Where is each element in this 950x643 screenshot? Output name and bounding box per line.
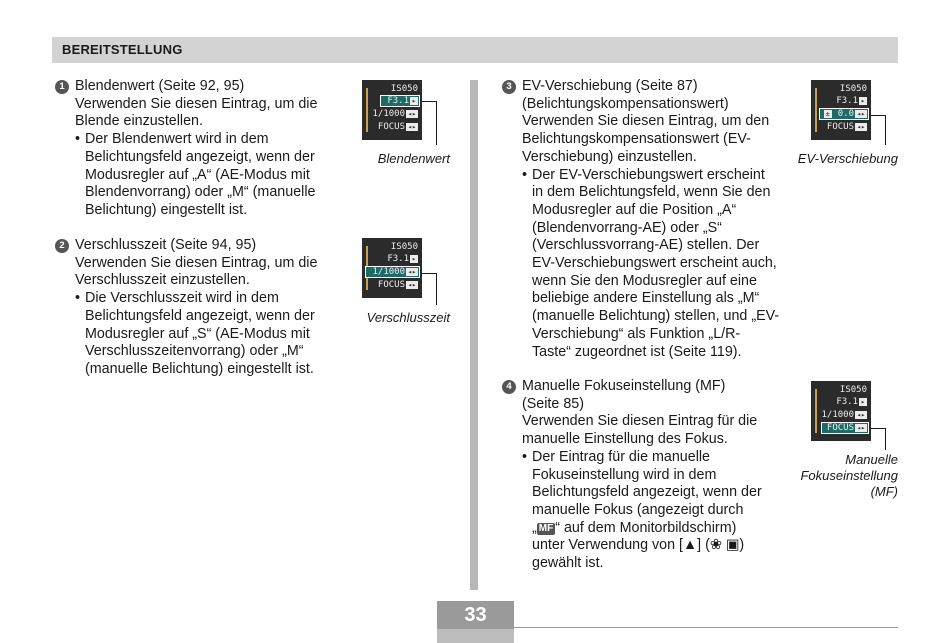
left-right-arrow-icon: ◂▸ <box>407 268 417 276</box>
text-line: (manuelle Belichtung) eingestellt ist. <box>85 360 314 377</box>
text-line: Verwenden Sie diesen Eintrag für die <box>522 413 758 430</box>
lcd-focus <box>378 280 418 291</box>
text-line: wenn Sie den Modusregler auf eine <box>532 272 757 289</box>
lcd-aperture <box>836 397 867 408</box>
lcd-focus <box>378 122 418 133</box>
text-line: Verwenden Sie diesen Eintrag, um die <box>75 254 318 271</box>
text-line: Verwenden Sie diesen Eintrag, um die <box>75 95 318 112</box>
section-header <box>52 37 898 63</box>
left-right-arrow-icon: ◂▸ <box>407 281 417 289</box>
lcd-iso: IS050 <box>390 84 418 94</box>
section-heading: Verschlusszeit (Seite 94, 95) <box>75 237 257 253</box>
section-shutter <box>55 237 355 379</box>
bullet-dot: • <box>75 290 81 307</box>
text-line: Modusregler auf „S“ (AE-Modus mit <box>85 325 310 342</box>
caption-ev: EV-Verschiebung <box>797 151 898 166</box>
callout-line <box>436 273 437 305</box>
caption-line: Manuelle <box>845 452 898 467</box>
text-fragment: “ auf dem Monitorbildschirm) <box>555 519 737 536</box>
text-line: EV-Verschiebungswert erscheint auch, <box>532 255 777 272</box>
text-line: (Belichtungskompensationswert) <box>522 95 729 112</box>
quote-open: „ <box>532 519 537 536</box>
text-line: Belichtungsfeld angezeigt, wenn der <box>85 148 315 165</box>
lcd-display-shutter <box>362 238 422 298</box>
section-aperture <box>55 78 355 220</box>
lcd-bar <box>815 389 817 433</box>
text-line: Taste“ zugeordnet ist (Seite 119). <box>532 343 742 360</box>
bullet-dot: • <box>522 166 528 183</box>
lcd-aperture <box>387 254 418 265</box>
section-heading: Manuelle Fokuseinstellung (MF) <box>522 378 726 394</box>
lcd-bar <box>366 88 368 132</box>
lcd-shutter-value: 1/1000 <box>372 267 405 277</box>
caption-line: (MF) <box>870 484 898 499</box>
section-heading: EV-Verschiebung (Seite 87) <box>522 78 698 94</box>
left-right-arrow-icon: ◂▸ <box>856 411 866 419</box>
text-line <box>532 520 802 538</box>
lcd-aperture <box>836 96 867 107</box>
text-line: manuelle Fokus (angezeigt durch <box>532 501 744 518</box>
lcd-shutter-value: 1/1000 <box>821 410 854 420</box>
text-line: Belichtung) eingestellt ist. <box>85 201 248 218</box>
number-badge: 4 <box>502 380 516 394</box>
text-line: Modusregler auf „A“ (AE-Modus mit <box>85 166 310 183</box>
text-line: Blende einzustellen. <box>75 113 203 130</box>
text-line: (Seite 85) <box>522 395 584 412</box>
right-arrow-icon: ▸ <box>860 97 866 105</box>
lcd-shutter <box>821 410 867 421</box>
callout-line <box>885 428 886 450</box>
text-line: Verwenden Sie diesen Eintrag, um den <box>522 113 770 130</box>
lcd-focus <box>827 122 867 133</box>
text-line: Verschlusszeit einzustellen. <box>75 272 250 289</box>
callout-line <box>422 101 436 102</box>
lcd-iso: IS050 <box>839 84 867 94</box>
right-arrow-icon: ▸ <box>411 255 417 263</box>
text-line: Verschiebung“ als Funktion „L/R- <box>532 325 741 342</box>
text-line: Die Verschlusszeit wird in dem <box>85 290 279 307</box>
section-title: BEREITSTELLUNG <box>62 42 183 57</box>
callout-line <box>422 101 437 145</box>
page-number-box <box>437 601 514 643</box>
text-line: unter Verwendung von [▲] (❀ ▣) <box>532 537 745 554</box>
number-badge: 2 <box>55 239 69 253</box>
lcd-display-ev <box>811 80 871 140</box>
callout-line <box>422 273 436 274</box>
text-line: manuelle Einstellung des Fokus. <box>522 431 728 448</box>
lcd-display-aperture <box>362 80 422 140</box>
section-heading: Blendenwert (Seite 92, 95) <box>75 78 245 94</box>
number-badge: 1 <box>55 80 69 94</box>
text-line: gewählt ist. <box>532 555 604 572</box>
caption-shutter: Verschlusszeit <box>366 310 450 325</box>
column-divider <box>470 80 478 590</box>
text-line: (Verschlussvorrang-AE) stellen. Der <box>532 237 760 254</box>
text-line: (Blendenvorrang-AE) oder „S“ <box>532 219 722 236</box>
text-line: Fokuseinstellung wird in dem <box>532 466 717 483</box>
text-line: Blendenvorrang) oder „M“ (manuelle <box>85 184 316 201</box>
section-manual-focus <box>502 378 802 573</box>
ev-icon: ± <box>825 110 830 118</box>
caption-manual-focus <box>758 452 898 500</box>
bullet-item <box>75 290 355 379</box>
text-line: Belichtungsfeld angezeigt, wenn der <box>532 484 762 501</box>
lcd-focus-label: FOCUS <box>377 280 405 290</box>
lcd-aperture-value: F3.1 <box>387 254 409 264</box>
lcd-focus-label: FOCUS <box>826 423 854 433</box>
callout-line <box>871 428 885 429</box>
bullet-dot: • <box>522 448 528 465</box>
mf-icon: MF <box>538 522 554 534</box>
lcd-ev <box>823 109 867 120</box>
lcd-iso: IS050 <box>390 242 418 252</box>
callout-line <box>871 115 885 116</box>
left-right-arrow-icon: ◂▸ <box>856 123 866 131</box>
page-number: 33 <box>464 604 487 626</box>
number-badge: 3 <box>502 80 516 94</box>
text-line: Modusregler auf die Position „A“ <box>532 201 737 218</box>
text-line: Belichtungsfeld angezeigt, wenn der <box>85 307 315 324</box>
bullet-item <box>75 131 355 220</box>
caption-line: Fokuseinstellung <box>800 468 898 483</box>
left-right-arrow-icon: ◂▸ <box>407 123 417 131</box>
text-line: Verschlusszeitenvorrang) oder „M“ <box>85 343 304 360</box>
bullet-dot: • <box>75 131 81 148</box>
lcd-aperture-value: F3.1 <box>836 397 858 407</box>
lcd-iso: IS050 <box>839 385 867 395</box>
lcd-shutter-value: 1/1000 <box>372 109 405 119</box>
text-line: Der Eintrag für die manuelle <box>532 448 711 465</box>
left-right-arrow-icon: ◂▸ <box>856 424 866 432</box>
caption-aperture: Blendenwert <box>377 151 450 166</box>
text-line: Der EV-Verschiebungswert erscheint <box>532 166 765 183</box>
lcd-shutter <box>372 267 418 278</box>
lcd-aperture-value: F3.1 <box>836 96 858 106</box>
left-right-arrow-icon: ◂▸ <box>407 110 417 118</box>
lcd-aperture <box>387 96 418 107</box>
lcd-bar <box>815 88 817 132</box>
lcd-display-focus <box>811 381 871 441</box>
section-ev-shift <box>502 78 802 361</box>
text-line: (manuelle Belichtung) stellen, und „EV- <box>532 308 780 325</box>
callout-line <box>885 115 886 145</box>
text-line: beliebige andere Einstellung als „M“ <box>532 290 760 307</box>
text-line: Belichtungskompensationswert (EV- <box>522 131 751 148</box>
right-arrow-icon: ▸ <box>411 97 417 105</box>
lcd-ev-value: 0.0 <box>837 109 854 119</box>
text-line: in dem Belichtungsfeld, wenn Sie den <box>532 184 771 201</box>
lcd-focus <box>827 423 867 434</box>
right-arrow-icon: ▸ <box>860 398 866 406</box>
text-line: Verschiebung) einzustellen. <box>522 148 697 165</box>
lcd-focus-label: FOCUS <box>377 122 405 132</box>
footer-rule <box>514 627 898 628</box>
bullet-item <box>522 167 802 362</box>
lcd-aperture-value: F3.1 <box>387 96 409 106</box>
text-line: Der Blendenwert wird in dem <box>85 131 269 148</box>
lcd-shutter <box>372 109 418 120</box>
left-right-arrow-icon: ◂▸ <box>856 110 866 118</box>
lcd-focus-label: FOCUS <box>826 122 854 132</box>
